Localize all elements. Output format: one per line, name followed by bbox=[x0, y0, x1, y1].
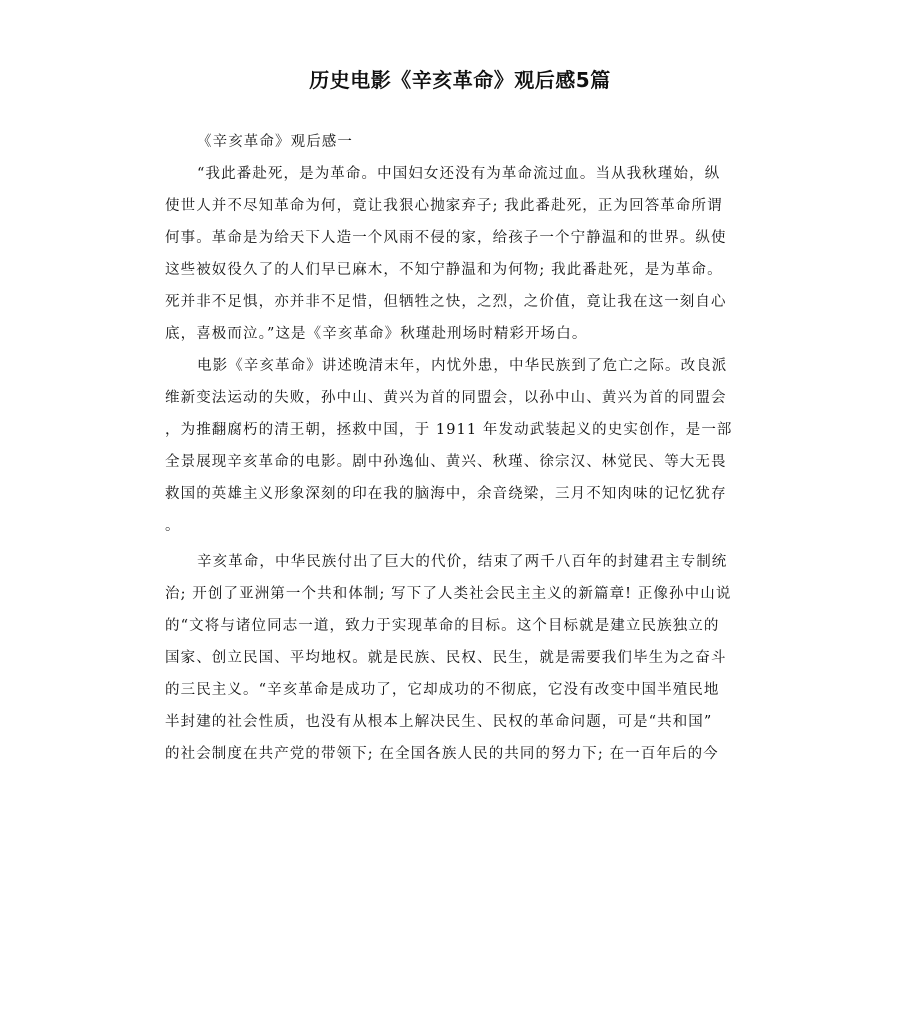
paragraph-1 bbox=[165, 158, 775, 350]
text-line: “我此番赴死，是为革命。中国妇女还没有为革命流过血。当从我秋瑾始，纵 bbox=[197, 166, 721, 182]
text-line: 维新变法运动的失败，孙中山、黄兴为首的同盟会，以孙中山、黄兴为首的同盟会 bbox=[165, 390, 727, 406]
text-line: 电影《辛亥革命》讲述晚清末年，内忧外患，中华民族到了危亡之际。改良派 bbox=[197, 358, 728, 374]
text-line: ，为推翻腐朽的清王朝，拯救中国，于 1911 年发动武装起义的史实创作，是一部 bbox=[165, 422, 733, 438]
text-line: 何事。革命是为给天下人造一个风雨不侵的家，给孩子一个宁静温和的世界。纵使 bbox=[165, 230, 727, 246]
text-line: 死并非不足惧，亦并非不足惜，但牺牲之快，之烈，之价值，竟让我在这一刻自心 bbox=[165, 294, 727, 310]
text-line: 的三民主义。“辛亥革命是成功了，它却成功的不彻底，它没有改变中国半殖民地 bbox=[165, 682, 720, 698]
paragraph-2 bbox=[165, 350, 775, 542]
text-line: 救国的英雄主义形象深刻的印在我的脑海中，余音绕梁，三月不知肉味的记忆犹存 bbox=[165, 486, 727, 502]
paragraph-3 bbox=[165, 546, 775, 770]
document-title: 历史电影《辛亥革命》观后感5篇 bbox=[309, 68, 611, 92]
text-line: 底，喜极而泣。”这是《辛亥革命》秋瑾赴刑场时精彩开场白。 bbox=[165, 326, 588, 342]
text-line: 的“文将与诸位同志一道，致力于实现革命的目标。这个目标就是建立民族独立的 bbox=[165, 618, 720, 634]
document-body bbox=[165, 126, 775, 770]
text-line: 国家、创立民国、平均地权。就是民族、民权、民生，就是需要我们毕生为之奋斗 bbox=[165, 650, 727, 666]
text-line: 的社会制度在共产党的带领下; 在全国各族人民的共同的努力下; 在一百年后的今 bbox=[165, 746, 719, 762]
text-line: 使世人并不尽知革命为何，竟让我狠心抛家弃子; 我此番赴死，正为回答革命所谓 bbox=[165, 198, 723, 214]
text-line: 全景展现辛亥革命的电影。剧中孙逸仙、黄兴、秋瑾、徐宗汉、林觉民、等大无畏 bbox=[165, 454, 727, 470]
section-heading: 《辛亥革命》观后感一 bbox=[197, 134, 353, 150]
text-line: 辛亥革命，中华民族付出了巨大的代价，结束了两千八百年的封建君主专制统 bbox=[197, 554, 728, 570]
text-line: 。 bbox=[165, 518, 181, 534]
text-line: 治; 开创了亚洲第一个共和体制; 写下了人类社会民主主义的新篇章! 正像孙中山说 bbox=[165, 586, 732, 602]
text-line: 这些被奴役久了的人们早已麻木，不知宁静温和为何物; 我此番赴死，是为革命。 bbox=[165, 262, 723, 278]
text-line: 半封建的社会性质，也没有从根本上解决民生、民权的革命问题，可是“共和国” bbox=[165, 714, 713, 730]
